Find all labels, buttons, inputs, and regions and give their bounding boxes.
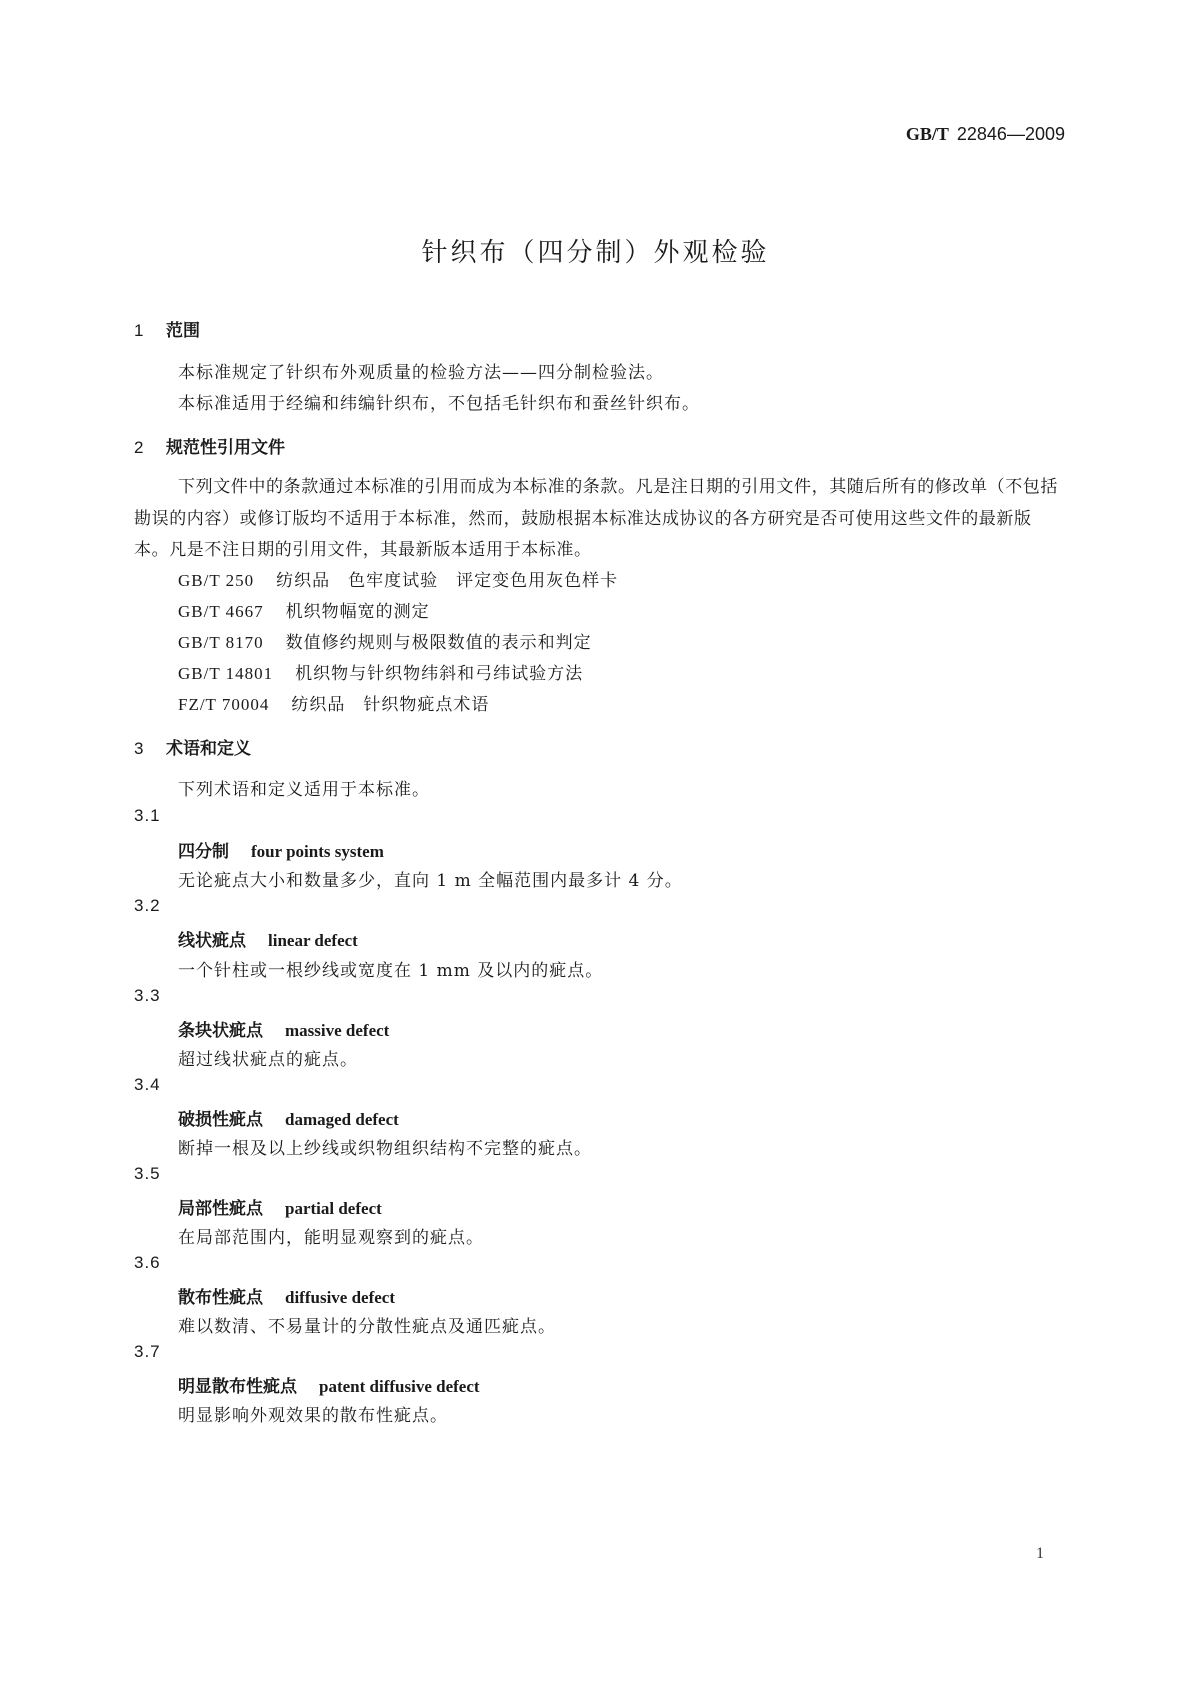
term-zh: 破损性疵点 [178,1110,263,1130]
reference-title: 机织物与针织物纬斜和弓纬试验方法 [295,664,584,684]
reference-item [178,566,618,591]
term-number: 3.6 [134,1253,161,1272]
reference-item [178,659,583,684]
reference-item [178,628,592,653]
section-number: 3 [134,739,144,758]
document-title: 针织布（四分制）外观检验 [421,238,770,268]
standard-code [906,124,1065,145]
term-zh: 明显散布性疵点 [178,1377,297,1397]
reference-code: GB/T 250 [178,571,255,590]
reference-code: GB/T 4667 [178,602,264,621]
term-definition: 难以数清、不易量计的分散性疵点及通匹疵点。 [178,1317,556,1337]
section-heading-terms-definitions [134,734,251,759]
paragraph: 本标准规定了针织布外观质量的检验方法——四分制检验法。 [178,363,664,383]
term-definition: 无论疵点大小和数量多少，直向 1 m 全幅范围内最多计 4 分。 [178,871,683,891]
page-number: 1 [1036,1545,1044,1562]
term-en: diffusive defect [285,1288,396,1307]
reference-code: FZ/T 70004 [178,695,270,714]
term-heading [178,1105,399,1130]
term-en: massive defect [285,1021,390,1040]
term-en: partial defect [285,1199,382,1218]
standard-number: 22846—2009 [956,124,1065,144]
term-definition: 在局部范围内，能明显观察到的疵点。 [178,1228,484,1248]
term-definition: 明显影响外观效果的散布性疵点。 [178,1406,448,1426]
term-number: 3.2 [134,896,161,915]
term-zh: 四分制 [178,842,229,862]
term-zh: 条块状疵点 [178,1021,263,1041]
term-heading [178,1372,480,1397]
term-heading [178,1016,389,1041]
reference-code: GB/T 14801 [178,664,274,683]
term-heading [178,837,384,862]
term-en: damaged defect [285,1110,399,1129]
term-number: 3.3 [134,986,161,1005]
reference-title: 机织物幅宽的测定 [285,602,430,622]
section-heading-scope [134,316,200,341]
term-heading [178,926,358,951]
term-zh: 线状疵点 [178,931,246,951]
term-definition: 一个针柱或一根纱线或宽度在 1 mm 及以内的疵点。 [178,961,604,981]
section-title: 规范性引用文件 [166,438,285,458]
paragraph: 下列文件中的条款通过本标准的引用而成为本标准的条款。凡是注日期的引用文件，其随后所有的修改单（不包括勘误的内容）或修订版均不适用于本标准，然而，鼓励根据本标准达成协议的各方研究是否可使用这些文件的最新版本。凡是不注日期的引用文件，其最新版本适用于本标准。 [134,477,1058,560]
reference-item [178,690,489,715]
term-en: four points system [251,842,384,861]
term-definition: 断掉一根及以上纱线或织物组织结构不完整的疵点。 [178,1139,592,1159]
term-definition: 超过线状疵点的疵点。 [178,1050,358,1070]
reference-title: 纺织品 针织物疵点术语 [291,695,490,715]
term-number: 3.7 [134,1342,161,1361]
section-number: 2 [134,438,144,457]
reference-item [178,597,430,622]
paragraph: 下列术语和定义适用于本标准。 [178,780,430,800]
reference-title: 数值修约规则与极限数值的表示和判定 [285,633,592,653]
term-zh: 散布性疵点 [178,1288,263,1308]
term-heading [178,1283,395,1308]
paragraph: 本标准适用于经编和纬编针织布，不包括毛针织布和蚕丝针织布。 [178,394,700,414]
term-number: 3.4 [134,1075,161,1094]
section-title: 范围 [166,321,200,341]
reference-title: 纺织品 色牢度试验 评定变色用灰色样卡 [276,571,619,591]
term-en: patent diffusive defect [319,1377,480,1396]
section-number: 1 [134,321,144,340]
standard-prefix: GB/T [905,124,949,144]
term-number: 3.1 [134,806,161,825]
term-zh: 局部性疵点 [178,1199,263,1219]
term-heading [178,1194,382,1219]
section-title: 术语和定义 [166,739,251,759]
term-number: 3.5 [134,1164,161,1183]
term-en: linear defect [268,931,358,950]
reference-code: GB/T 8170 [178,633,264,652]
section-heading-normative-references [134,433,285,458]
